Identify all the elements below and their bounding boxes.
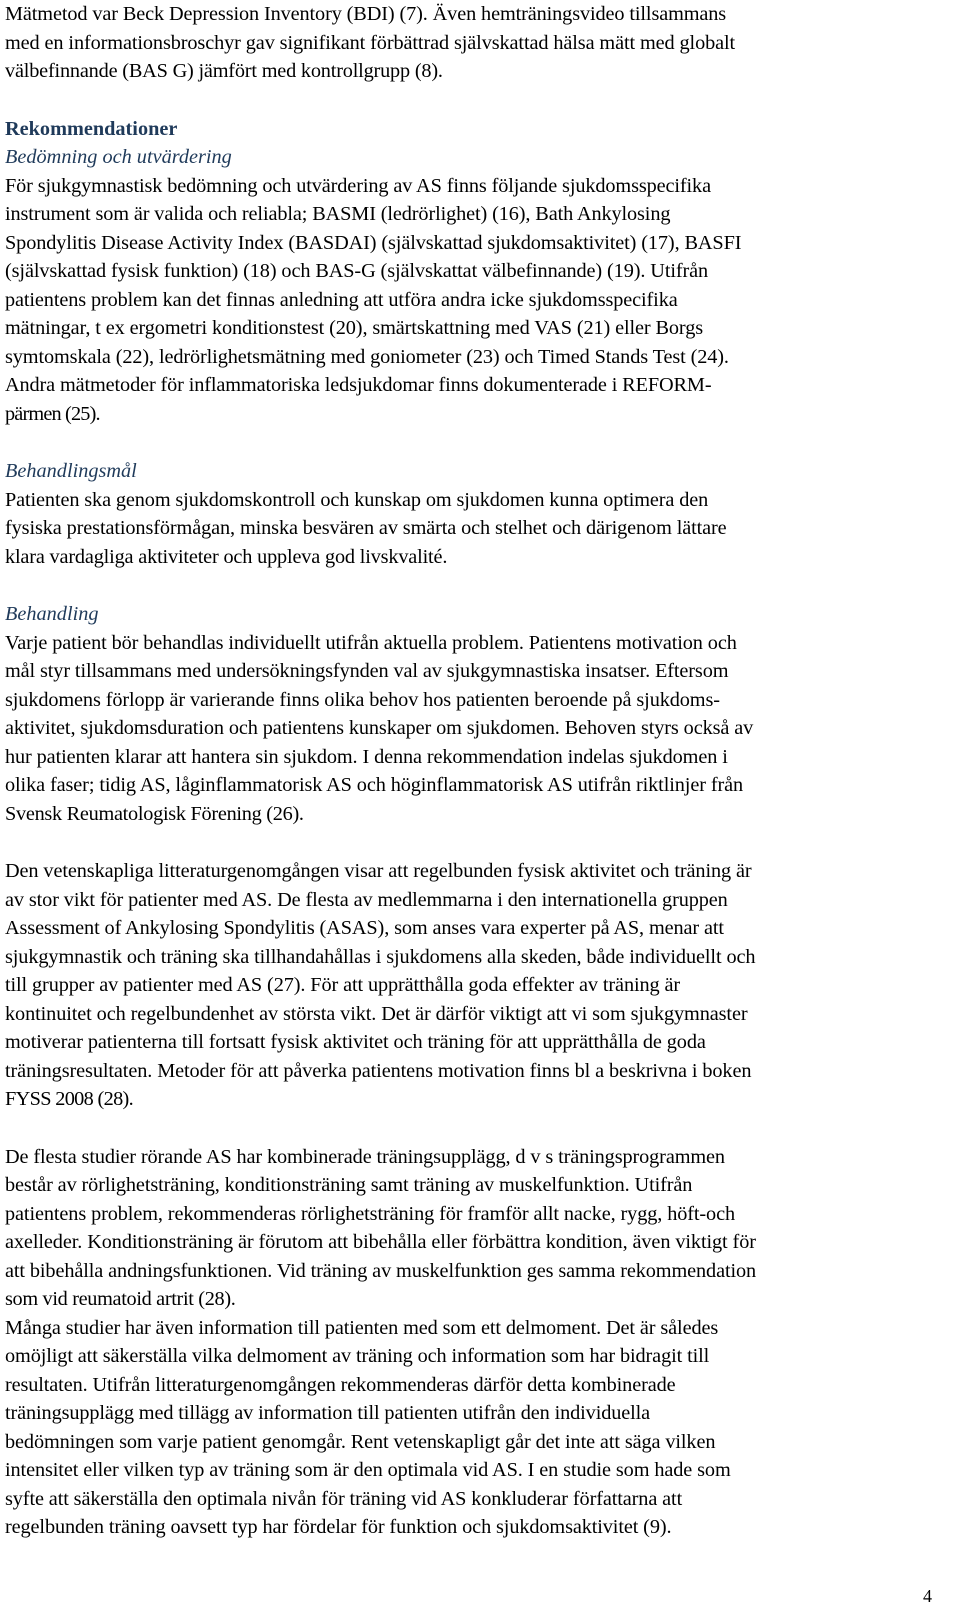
text-line: Spondylitis Disease Activity Index (BASDAI) (självskattad sjukdomsaktivitet) (17), BASFI [5, 231, 742, 254]
text-line: Andra mätmetoder för inflammatoriska ledsjukdomar finns dokumenterade i REFORM- [5, 374, 712, 396]
text-line: patientens problem kan det finnas anledning att utföra andra icke sjukdomsspecifika [5, 288, 678, 311]
text-line: träningsresultaten. Metoder för att påverka patientens motivation finns bl a beskrivna i boken [5, 1059, 752, 1082]
page-number: 4 [923, 1586, 932, 1606]
text-line: sjukgymnastik och träning ska tillhandahållas i sjukdomens alla skeden, både individuellt och [5, 945, 756, 968]
text-line: FYSS 2008 (28). [5, 1088, 134, 1110]
intro-paragraph [5, 0, 945, 86]
goals-paragraph [5, 486, 945, 572]
text-line: patientens problem, rekommenderas rörlighetsträning för framför allt nacke, rygg, höft-och [5, 1202, 736, 1225]
subheading-assessment: Bedömning och utvärdering [5, 146, 232, 168]
text-line: symtomskala (22), ledrörlighetsmätning med goniometer (23) och Timed Stands Test (24). [5, 345, 729, 368]
text-line: klara vardagliga aktiviteter och uppleva god livskvalité. [5, 545, 448, 568]
text-line: att bibehålla andningsfunktionen. Vid träning av muskelfunktion ges samma rekommendation [5, 1259, 757, 1282]
treatment-paragraph-1 [5, 629, 945, 829]
treatment-paragraph-2 [5, 857, 945, 1114]
text-line: omöjligt att säkerställa vilka delmoment av träning och information som har bidragit till [5, 1345, 710, 1367]
document-page [5, 0, 945, 1542]
text-line: olika faser; tidig AS, låginflammatorisk AS och höginflammatorisk AS utifrån riktlinjer från [5, 774, 744, 796]
text-line: Patienten ska genom sjukdomskontroll och kunskap om sjukdomen kunna optimera den [5, 488, 709, 511]
text-line: Många studier har även information till patienten med som ett delmoment. Det är således [5, 1316, 719, 1339]
text-line: med en informationsbroschyr gav signifikant förbättrad självskattad hälsa mätt med globalt [5, 31, 736, 54]
text-line: mål styr tillsammans med undersökningsfynden val av sjukgymnastiska insatser. Eftersom [5, 660, 729, 682]
text-line: består av rörlighetsträning, konditionsträning samt träning av muskelfunktion. Utifrån [5, 1174, 693, 1196]
text-line: Svensk Reumatologisk Förening (26). [5, 802, 304, 825]
text-line: Varje patient bör behandlas individuellt utifrån aktuella problem. Patientens motivation och [5, 631, 737, 654]
text-line: som vid reumatoid artrit (28). [5, 1288, 236, 1310]
subheading-goals: Behandlingsmål [5, 460, 137, 482]
text-line: hur patienten klarar att hantera sin sjukdom. I denna rekommendation indelas sjukdomen i [5, 745, 728, 768]
text-line: fysiska prestationsförmågan, minska besvären av smärta och stelhet och därigenom lättare [5, 517, 727, 539]
text-line: (självskattad fysisk funktion) (18) och BAS-G (självskattat välbefinnande) (19). Utifrån [5, 260, 709, 282]
text-line: Den vetenskapliga litteraturgenomgången visar att regelbunden fysisk aktivitet och träning är [5, 860, 752, 882]
subheading-treatment: Behandling [5, 603, 99, 625]
text-line: motiverar patienterna till fortsatt fysisk aktivitet och träning för att upprätthålla de goda [5, 1031, 706, 1053]
section-heading: Rekommendationer [5, 117, 178, 140]
text-line: resultaten. Utifrån litteraturgenomgången rekommenderas därför detta kombinerade [5, 1373, 676, 1396]
text-line: av stor vikt för patienter med AS. De flesta av medlemmarna i den internationella gruppen [5, 888, 728, 911]
text-line: kontinuitet och regelbundenhet av största vikt. Det är därför viktigt att vi som sjukgymnaster [5, 1002, 748, 1025]
treatment-paragraph-3 [5, 1143, 945, 1314]
text-line: bedömningen som varje patient genomgår. Rent vetenskapligt går det inte att säga vilken [5, 1430, 716, 1453]
text-line: till grupper av patienter med AS (27). För att upprätthålla goda effekter av träning är [5, 974, 681, 996]
text-line: För sjukgymnastisk bedömning och utvärdering av AS finns följande sjukdomsspecifika [5, 174, 711, 197]
text-line: De flesta studier rörande AS har kombinerade träningsupplägg, d v s träningsprogrammen [5, 1145, 725, 1168]
assessment-paragraph [5, 172, 945, 429]
text-line: Mätmetod var Beck Depression Inventory (BDI) (7). Även hemträningsvideo tillsammans [5, 3, 727, 25]
text-line: instrument som är valida och reliabla; BASMI (ledrörlighet) (16), Bath Ankylosing [5, 203, 671, 225]
text-line: aktivitet, sjukdomsduration och patientens kunskaper om sjukdomen. Behoven styrs också av [5, 717, 754, 739]
text-line: sjukdomens förlopp är varierande finns olika behov hos patienten beroende på sjukdoms- [5, 688, 720, 711]
text-line: syfte att säkerställa den optimala nivån för träning vid AS konkluderar författarna att [5, 1487, 683, 1510]
text-line: axelleder. Konditionsträning är förutom att bibehålla eller förbättra kondition, även viktigt för [5, 1231, 756, 1253]
text-line: pärmen (25). [5, 402, 100, 425]
treatment-paragraph-4 [5, 1314, 945, 1542]
text-line: Assessment of Ankylosing Spondylitis (ASAS), som anses vara experter på AS, menar att [5, 917, 724, 939]
text-line: välbefinnande (BAS G) jämfört med kontrollgrupp (8). [5, 60, 443, 82]
text-line: intensitet eller vilken typ av träning som är den optimala vid AS. I en studie som hade som [5, 1459, 731, 1481]
text-line: regelbunden träning oavsett typ har fördelar för funktion och sjukdomsaktivitet (9). [5, 1516, 672, 1538]
text-line: mätningar, t ex ergometri konditionstest (20), smärtskattning med VAS (21) eller Borgs [5, 317, 704, 339]
text-line: träningsupplägg med tillägg av information till patienten utifrån den individuella [5, 1402, 651, 1424]
